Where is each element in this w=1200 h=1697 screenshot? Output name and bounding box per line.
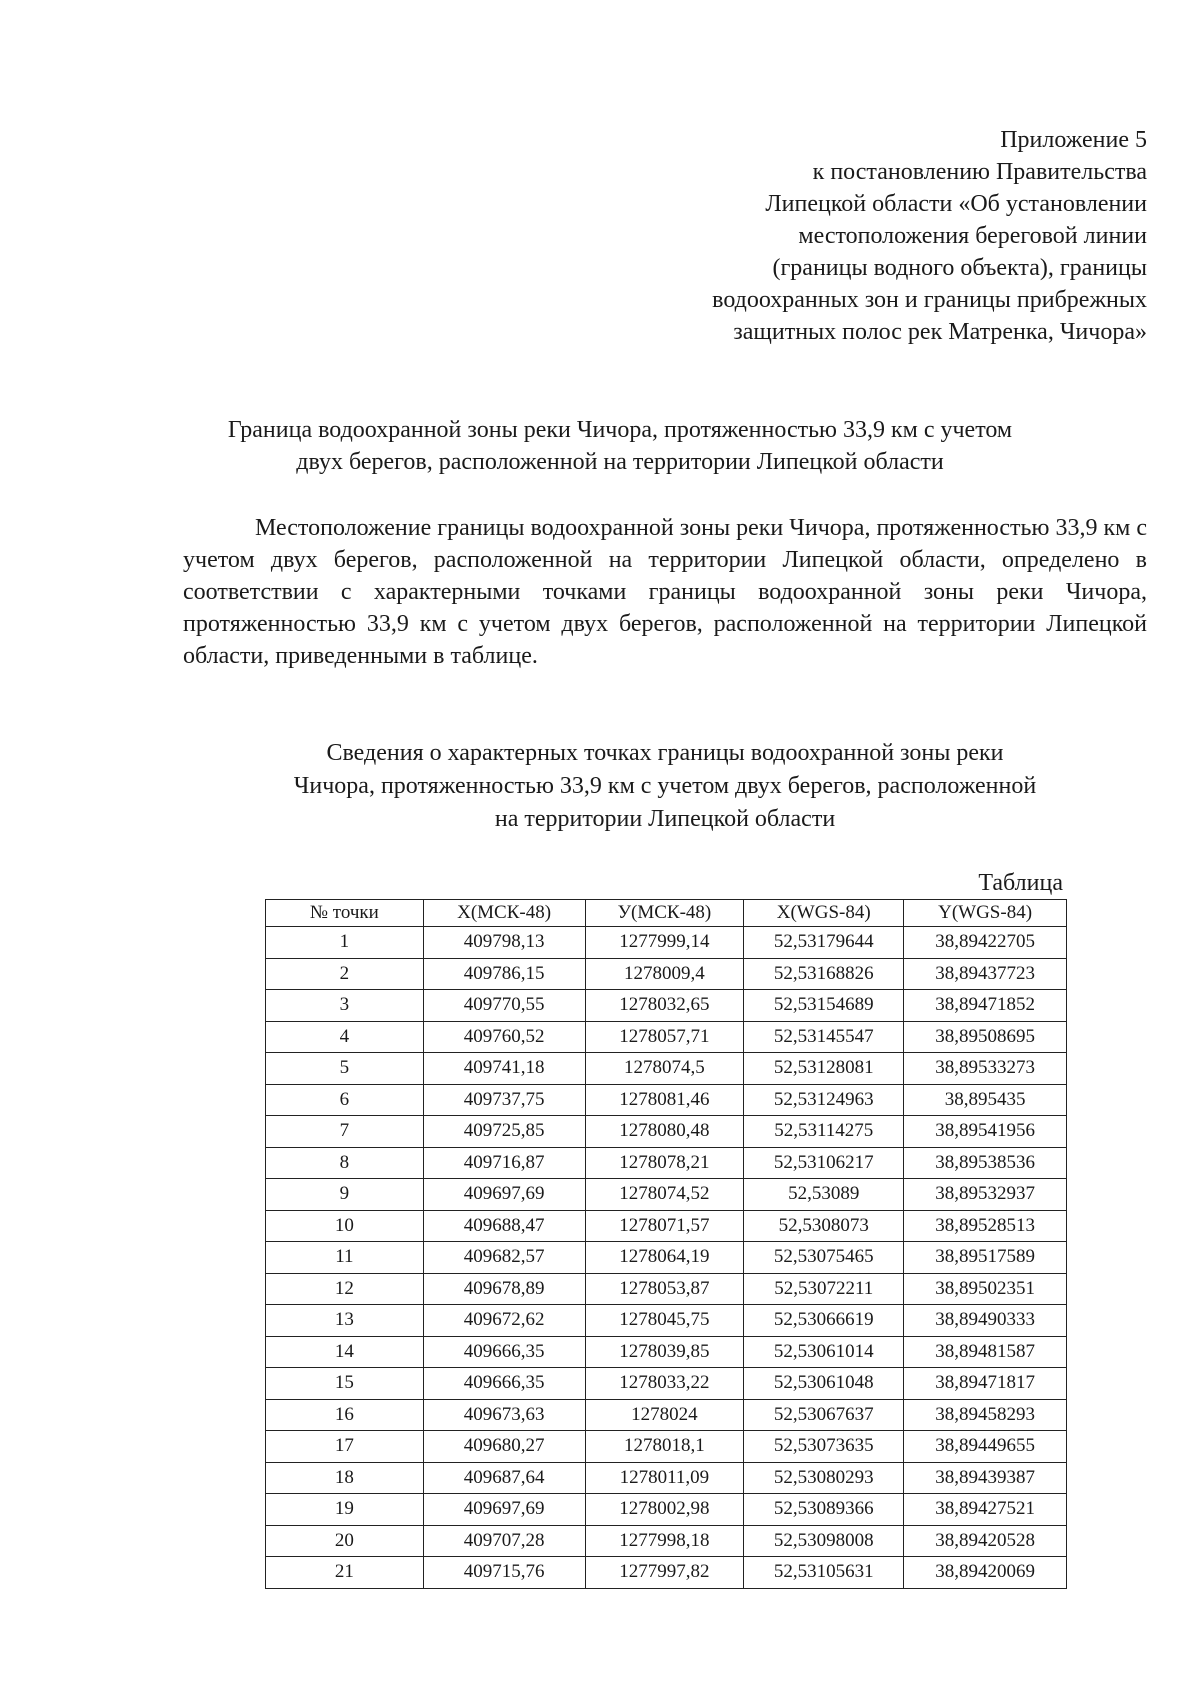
- cell-point-number: 21: [266, 1557, 424, 1589]
- cell-x-msk48: 409697,69: [423, 1494, 585, 1526]
- cell-x-msk48: 409672,62: [423, 1305, 585, 1337]
- table-row: [266, 1084, 1067, 1116]
- cell-y-wgs84: 38,89528513: [904, 1210, 1067, 1242]
- document-title: [120, 414, 1120, 478]
- cell-x-msk48: 409697,69: [423, 1179, 585, 1211]
- cell-x-wgs84: 52,53128081: [744, 1053, 904, 1085]
- cell-x-wgs84: 52,53061014: [744, 1336, 904, 1368]
- cell-x-msk48: 409707,28: [423, 1525, 585, 1557]
- table-row: [266, 1273, 1067, 1305]
- cell-point-number: 13: [266, 1305, 424, 1337]
- cell-x-wgs84: 52,53089366: [744, 1494, 904, 1526]
- cell-y-wgs84: 38,89458293: [904, 1399, 1067, 1431]
- cell-x-wgs84: 52,53066619: [744, 1305, 904, 1337]
- cell-x-wgs84: 52,53073635: [744, 1431, 904, 1463]
- header-y-msk48: У(МСК-48): [585, 900, 744, 927]
- cell-x-msk48: 409798,13: [423, 927, 585, 959]
- cell-y-msk48: 1278057,71: [585, 1021, 744, 1053]
- appendix-line: Приложение 5: [1000, 127, 1147, 153]
- appendix-header: [712, 124, 1147, 348]
- appendix-line: защитных полос рек Матренка, Чичора»: [733, 319, 1147, 345]
- cell-y-wgs84: 38,89420069: [904, 1557, 1067, 1589]
- cell-x-wgs84: 52,53114275: [744, 1116, 904, 1148]
- cell-y-msk48: 1278024: [585, 1399, 744, 1431]
- cell-x-wgs84: 52,53067637: [744, 1399, 904, 1431]
- cell-x-msk48: 409678,89: [423, 1273, 585, 1305]
- cell-point-number: 14: [266, 1336, 424, 1368]
- cell-y-msk48: 1277998,18: [585, 1525, 744, 1557]
- cell-y-wgs84: 38,895435: [904, 1084, 1067, 1116]
- table-row: [266, 1462, 1067, 1494]
- body-paragraph: Местоположение границы водоохранной зоны реки Чичора, протяженностью 33,9 км с учетом двух берегов, расположенной на территории Липецкой области, определено в соответствии с характерными точками границы водоохранной зоны реки Чичора, протяженностью 33,9 км с учетом двух берегов, расположенной на территории Липецкой области, приведенными в таблице.: [183, 515, 1147, 669]
- table-row: [266, 1053, 1067, 1085]
- cell-point-number: 10: [266, 1210, 424, 1242]
- cell-x-wgs84: 52,53072211: [744, 1273, 904, 1305]
- title-line: Граница водоохранной зоны реки Чичора, протяженностью 33,9 км с учетом: [227, 417, 1013, 443]
- cell-y-msk48: 1278032,65: [585, 990, 744, 1022]
- header-x-wgs84: X(WGS-84): [744, 900, 904, 927]
- cell-y-wgs84: 38,89533273: [904, 1053, 1067, 1085]
- cell-y-msk48: 1278074,52: [585, 1179, 744, 1211]
- cell-y-wgs84: 38,89471817: [904, 1368, 1067, 1400]
- cell-y-wgs84: 38,89422705: [904, 927, 1067, 959]
- cell-x-wgs84: 52,53080293: [744, 1462, 904, 1494]
- cell-x-wgs84: 52,53145547: [744, 1021, 904, 1053]
- table-row: [266, 1021, 1067, 1053]
- cell-y-msk48: 1278011,09: [585, 1462, 744, 1494]
- cell-x-wgs84: 52,53124963: [744, 1084, 904, 1116]
- cell-y-msk48: 1277999,14: [585, 927, 744, 959]
- coordinates-table: [265, 899, 1067, 1589]
- cell-point-number: 15: [266, 1368, 424, 1400]
- cell-x-wgs84: 52,53179644: [744, 927, 904, 959]
- cell-point-number: 1: [266, 927, 424, 959]
- table-row: [266, 1242, 1067, 1274]
- cell-point-number: 18: [266, 1462, 424, 1494]
- cell-y-wgs84: 38,89449655: [904, 1431, 1067, 1463]
- cell-x-msk48: 409715,76: [423, 1557, 585, 1589]
- cell-x-msk48: 409737,75: [423, 1084, 585, 1116]
- table-row: [266, 1116, 1067, 1148]
- table-row: [266, 1399, 1067, 1431]
- table-row: [266, 927, 1067, 959]
- cell-x-wgs84: 52,53061048: [744, 1368, 904, 1400]
- caption-line: Сведения о характерных точках границы водоохранной зоны реки: [326, 740, 1004, 766]
- table-label: Таблица: [978, 870, 1063, 896]
- cell-x-msk48: 409688,47: [423, 1210, 585, 1242]
- caption-line: на территории Липецкой области: [494, 806, 836, 832]
- cell-y-msk48: 1278009,4: [585, 958, 744, 990]
- cell-y-wgs84: 38,89508695: [904, 1021, 1067, 1053]
- table-caption: [185, 737, 1145, 836]
- cell-point-number: 3: [266, 990, 424, 1022]
- cell-y-wgs84: 38,89420528: [904, 1525, 1067, 1557]
- table-row: [266, 1210, 1067, 1242]
- cell-y-msk48: 1278064,19: [585, 1242, 744, 1274]
- cell-point-number: 2: [266, 958, 424, 990]
- appendix-line: к постановлению Правительства: [812, 159, 1147, 185]
- cell-y-msk48: 1278078,21: [585, 1147, 744, 1179]
- cell-x-wgs84: 52,53168826: [744, 958, 904, 990]
- cell-point-number: 8: [266, 1147, 424, 1179]
- cell-y-wgs84: 38,89502351: [904, 1273, 1067, 1305]
- cell-x-wgs84: 52,53154689: [744, 990, 904, 1022]
- table-row: [266, 990, 1067, 1022]
- cell-point-number: 16: [266, 1399, 424, 1431]
- caption-line: Чичора, протяженностью 33,9 км с учетом двух берегов, расположенной: [293, 773, 1037, 799]
- cell-y-msk48: 1278074,5: [585, 1053, 744, 1085]
- cell-y-wgs84: 38,89541956: [904, 1116, 1067, 1148]
- cell-y-msk48: 1278018,1: [585, 1431, 744, 1463]
- cell-y-msk48: 1278081,46: [585, 1084, 744, 1116]
- appendix-line: местоположения береговой линии: [798, 223, 1147, 249]
- table-row: [266, 1336, 1067, 1368]
- cell-y-msk48: 1278080,48: [585, 1116, 744, 1148]
- cell-x-wgs84: 52,53089: [744, 1179, 904, 1211]
- cell-x-msk48: 409786,15: [423, 958, 585, 990]
- table-row: [266, 1557, 1067, 1589]
- cell-point-number: 4: [266, 1021, 424, 1053]
- cell-x-wgs84: 52,53075465: [744, 1242, 904, 1274]
- cell-point-number: 6: [266, 1084, 424, 1116]
- cell-x-wgs84: 52,53098008: [744, 1525, 904, 1557]
- cell-y-wgs84: 38,89437723: [904, 958, 1067, 990]
- table-row: [266, 1305, 1067, 1337]
- table-body: [266, 927, 1067, 1589]
- header-x-msk48: X(МСК-48): [423, 900, 585, 927]
- cell-x-msk48: 409725,85: [423, 1116, 585, 1148]
- cell-x-msk48: 409716,87: [423, 1147, 585, 1179]
- cell-x-wgs84: 52,53105631: [744, 1557, 904, 1589]
- cell-point-number: 19: [266, 1494, 424, 1526]
- cell-y-wgs84: 38,89439387: [904, 1462, 1067, 1494]
- table-row: [266, 1494, 1067, 1526]
- appendix-line: (границы водного объекта), границы: [772, 255, 1147, 281]
- table-row: [266, 1147, 1067, 1179]
- cell-x-wgs84: 52,5308073: [744, 1210, 904, 1242]
- table-row: [266, 1368, 1067, 1400]
- cell-point-number: 17: [266, 1431, 424, 1463]
- cell-y-wgs84: 38,89427521: [904, 1494, 1067, 1526]
- title-line: двух берегов, расположенной на территории Липецкой области: [296, 449, 944, 475]
- cell-x-msk48: 409741,18: [423, 1053, 585, 1085]
- cell-y-wgs84: 38,89517589: [904, 1242, 1067, 1274]
- cell-x-msk48: 409687,64: [423, 1462, 585, 1494]
- cell-x-msk48: 409680,27: [423, 1431, 585, 1463]
- cell-y-wgs84: 38,89471852: [904, 990, 1067, 1022]
- cell-x-msk48: 409666,35: [423, 1368, 585, 1400]
- cell-point-number: 12: [266, 1273, 424, 1305]
- header-y-wgs84: Y(WGS-84): [904, 900, 1067, 927]
- cell-point-number: 20: [266, 1525, 424, 1557]
- appendix-line: водоохранных зон и границы прибрежных: [712, 287, 1147, 313]
- cell-x-msk48: 409666,35: [423, 1336, 585, 1368]
- table-row: [266, 1525, 1067, 1557]
- table-header-row: [266, 900, 1067, 927]
- header-point-number: № точки: [266, 900, 424, 927]
- cell-x-msk48: 409682,57: [423, 1242, 585, 1274]
- cell-y-msk48: 1278039,85: [585, 1336, 744, 1368]
- cell-y-msk48: 1278053,87: [585, 1273, 744, 1305]
- cell-y-msk48: 1278071,57: [585, 1210, 744, 1242]
- cell-x-wgs84: 52,53106217: [744, 1147, 904, 1179]
- cell-y-msk48: 1278045,75: [585, 1305, 744, 1337]
- cell-y-msk48: 1277997,82: [585, 1557, 744, 1589]
- cell-point-number: 7: [266, 1116, 424, 1148]
- table-row: [266, 1179, 1067, 1211]
- cell-y-wgs84: 38,89538536: [904, 1147, 1067, 1179]
- cell-y-wgs84: 38,89532937: [904, 1179, 1067, 1211]
- cell-point-number: 5: [266, 1053, 424, 1085]
- cell-y-wgs84: 38,89490333: [904, 1305, 1067, 1337]
- cell-x-msk48: 409770,55: [423, 990, 585, 1022]
- cell-point-number: 9: [266, 1179, 424, 1211]
- cell-x-msk48: 409673,63: [423, 1399, 585, 1431]
- cell-y-msk48: 1278002,98: [585, 1494, 744, 1526]
- cell-y-msk48: 1278033,22: [585, 1368, 744, 1400]
- cell-point-number: 11: [266, 1242, 424, 1274]
- table-row: [266, 1431, 1067, 1463]
- table-row: [266, 958, 1067, 990]
- cell-x-msk48: 409760,52: [423, 1021, 585, 1053]
- appendix-line: Липецкой области «Об установлении: [765, 191, 1147, 217]
- cell-y-wgs84: 38,89481587: [904, 1336, 1067, 1368]
